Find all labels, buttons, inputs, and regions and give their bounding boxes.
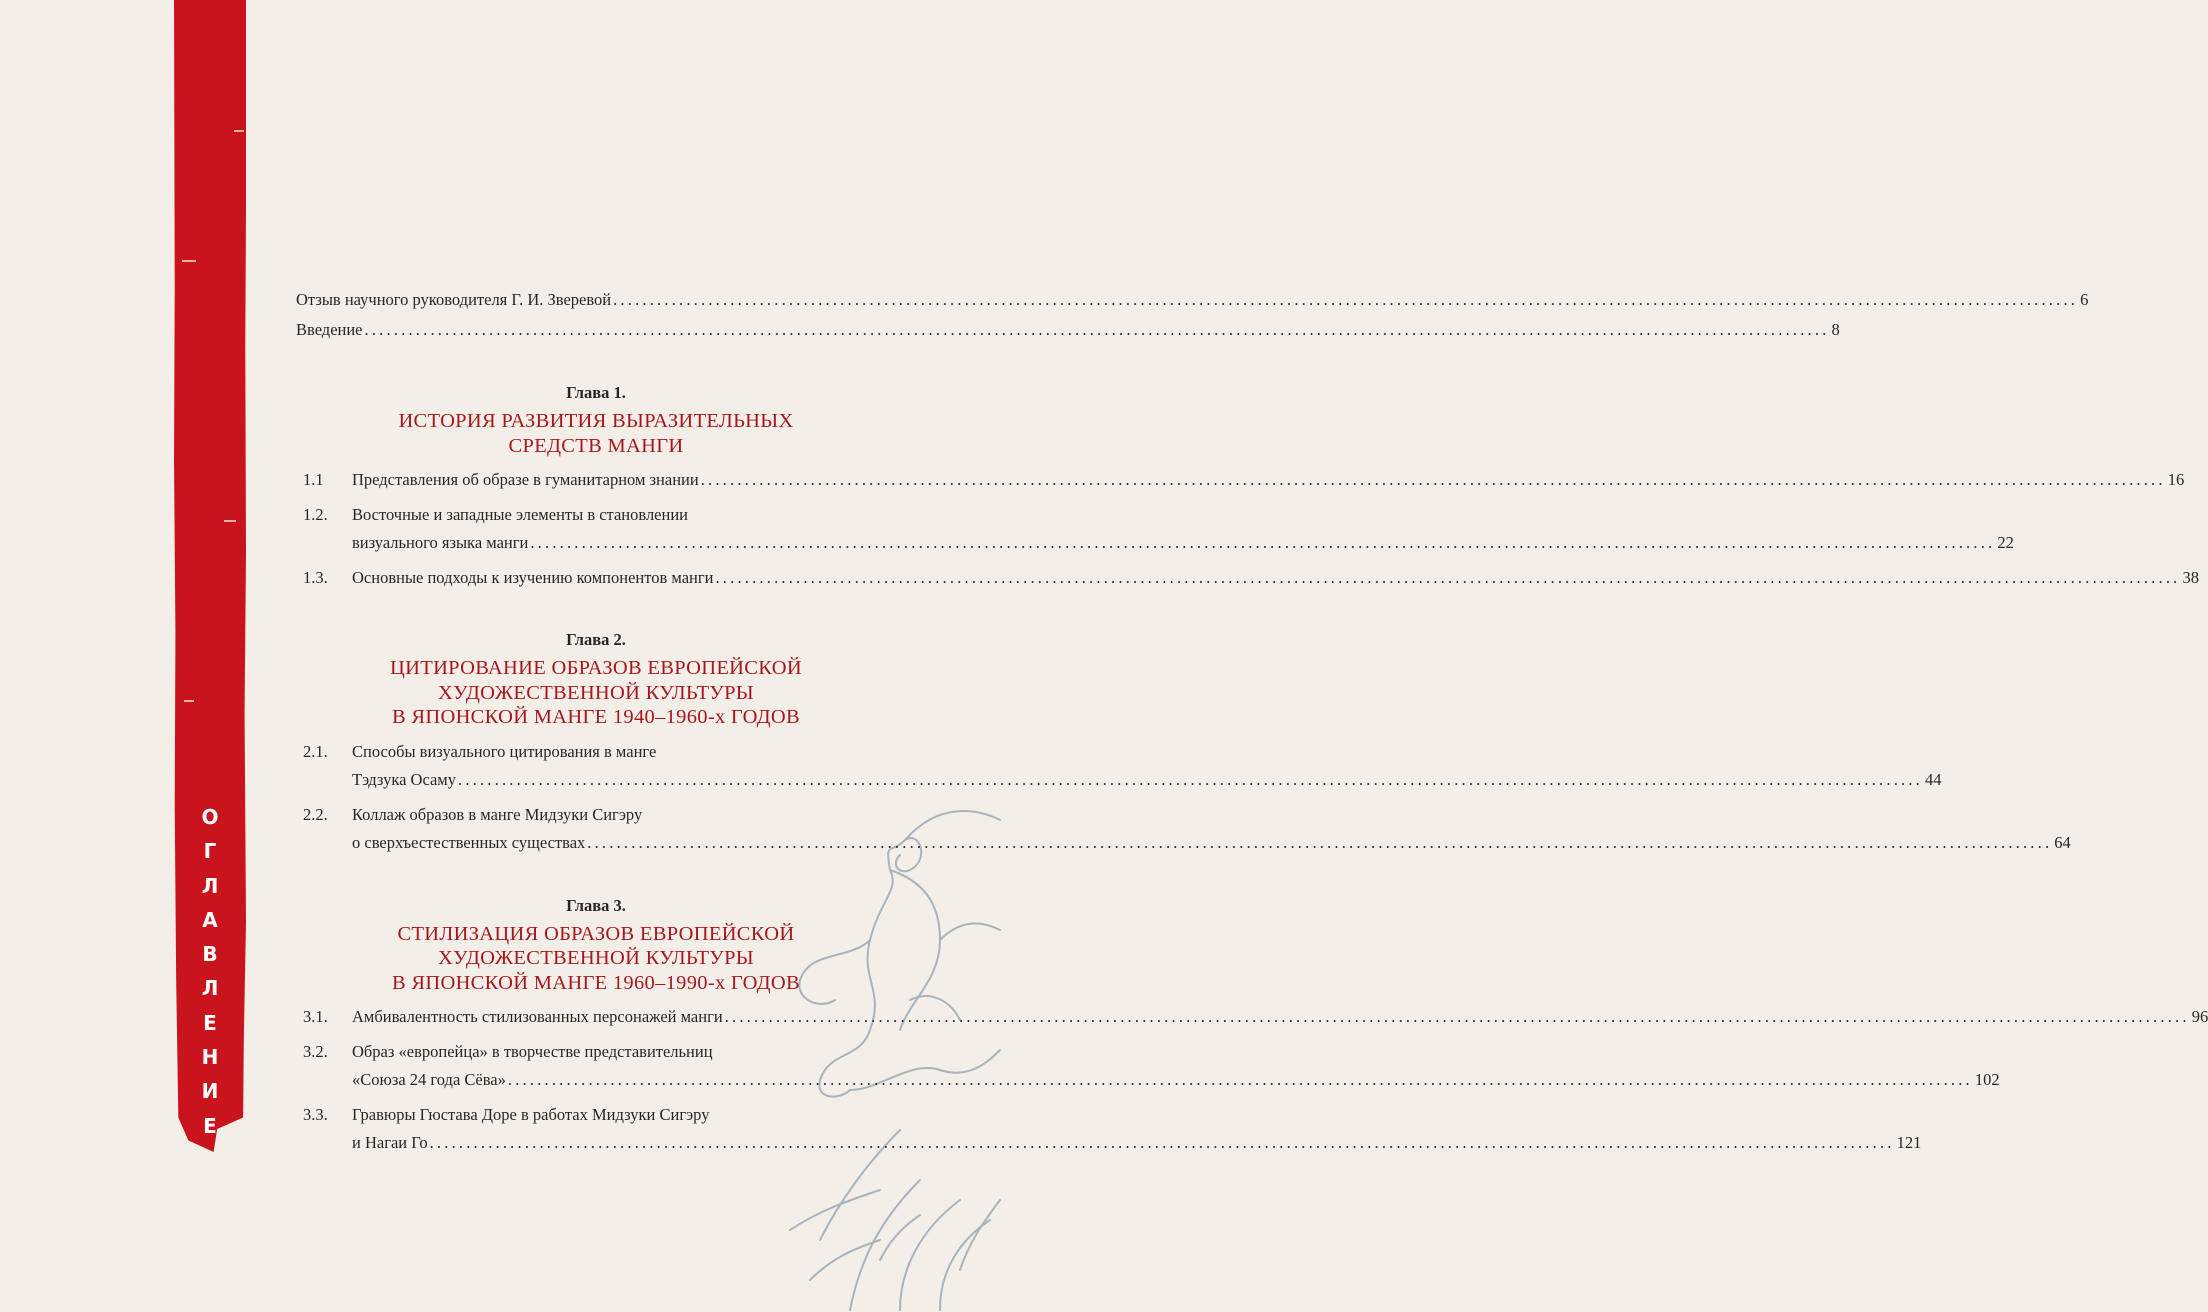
dot-leader: ........................................................................................................................................................................................................: [613, 290, 2079, 309]
chapter-label: Глава 3.: [566, 895, 626, 915]
section-title: о сверхъестественных существах: [352, 833, 586, 852]
chapter-title-line: ИСТОРИЯ РАЗВИТИЯ ВЫРАЗИТЕЛЬНЫХ: [398, 410, 794, 432]
section-page: 64: [2054, 833, 2071, 852]
chapter-heading: [296, 630, 896, 730]
section-title: «Союза 24 года Сёва»: [352, 1070, 506, 1089]
section-entry[interactable]: [296, 1038, 2000, 1095]
section-title: Представления об образе в гуманитарном знании: [352, 470, 699, 489]
table-of-contents: [296, 285, 2208, 1164]
section-number: 3.2.: [303, 1041, 328, 1061]
entry-title: Введение: [296, 320, 363, 339]
chapter-title-line: ХУДОЖЕСТВЕННОЙ КУЛЬТУРЫ: [438, 947, 754, 969]
dot-leader: ........................................................................................................................................................................................................: [724, 1007, 2190, 1026]
toc-entry[interactable]: [296, 285, 2089, 315]
dot-leader: ........................................................................................................................................................................................................: [715, 567, 2181, 587]
dot-leader: ........................................................................................................................................................................................................: [429, 1133, 1895, 1152]
vertical-title-letter: А: [202, 907, 218, 932]
vertical-title-letter: И: [201, 1079, 219, 1104]
dot-leader: ........................................................................................................................................................................................................: [530, 533, 1996, 552]
chapter-title[interactable]: [296, 922, 896, 996]
chapter-heading: [296, 383, 896, 458]
chapter-3: [296, 895, 2208, 1158]
section-entry[interactable]: [296, 801, 2071, 858]
chapter-title-line: В ЯПОНСКОЙ МАНГЕ 1960–1990-х ГОДОВ: [391, 971, 801, 994]
section-title-line: Образ «европейца» в творчестве представительниц: [352, 1041, 713, 1061]
section-entry[interactable]: [296, 501, 2014, 558]
section-page: 96: [2191, 1007, 2208, 1026]
section-page: 102: [1974, 1070, 2000, 1089]
chapter-title-line: В ЯПОНСКОЙ МАНГЕ 1940–1960-х ГОДОВ: [391, 706, 801, 728]
section-title-line: Гравюры Гюстава Доре в работах Мидзуки Сигэру: [352, 1104, 710, 1124]
chapter-label: Глава 2.: [566, 630, 626, 649]
section-number: 2.1.: [303, 741, 328, 761]
chapter-1: [296, 383, 2199, 592]
dot-leader: ........................................................................................................................................................................................................: [364, 320, 1830, 339]
vertical-title-letter: Л: [201, 976, 219, 1001]
chapter-title[interactable]: [296, 409, 896, 458]
chapter-label: Глава 1.: [566, 383, 626, 402]
section-number: 3.1.: [303, 1007, 328, 1026]
section-title: Основные подходы к изучению компонентов манги: [352, 567, 714, 587]
vertical-title-letter: Е: [203, 1113, 217, 1138]
vertical-title-letter: О: [201, 805, 219, 829]
section-number: 1.3.: [303, 567, 328, 587]
chapter-2: [296, 630, 2071, 858]
dot-leader: ........................................................................................................................................................................................................: [700, 470, 2166, 489]
section-entry[interactable]: [296, 564, 2199, 593]
section-title-line: Способы визуального цитирования в манге: [352, 741, 657, 761]
dot-leader: ........................................................................................................................................................................................................: [587, 833, 2053, 852]
intro-entries: [296, 285, 2089, 345]
vertical-title-letter: Г: [203, 839, 217, 864]
section-entry[interactable]: [296, 466, 2185, 495]
section-title: Амбивалентность стилизованных персонажей манги: [352, 1007, 723, 1026]
chapter-title-line: ЦИТИРОВАНИЕ ОБРАЗОВ ЕВРОПЕЙСКОЙ: [390, 657, 802, 679]
vertical-title-letter: В: [202, 942, 218, 967]
section-page: 16: [2167, 470, 2185, 489]
section-title-line: Коллаж образов в манге Мидзуки Сигэру: [352, 804, 643, 824]
section-list: [296, 1003, 2208, 1158]
chapter-title-line: ХУДОЖЕСТВЕННОЙ КУЛЬТУРЫ: [438, 681, 754, 704]
dot-leader: ........................................................................................................................................................................................................: [507, 1070, 1973, 1089]
chapter-title[interactable]: [296, 656, 896, 730]
section-title-line: Восточные и западные элементы в становлении: [352, 504, 688, 524]
section-title: Тэдзука Осаму: [352, 770, 456, 789]
section-page: 121: [1896, 1133, 1922, 1152]
dot-leader: ........................................................................................................................................................................................................: [458, 770, 1923, 789]
vertical-title: [198, 800, 222, 1143]
section-number: 1.1: [303, 470, 324, 489]
section-list: [296, 466, 2199, 592]
section-number: 1.2.: [303, 504, 328, 524]
section-entry[interactable]: [296, 1101, 1922, 1158]
section-page: 22: [1997, 533, 2014, 552]
section-list: [296, 738, 2071, 858]
vertical-title-letter: Е: [203, 1010, 217, 1035]
section-page: 38: [2182, 567, 2199, 587]
section-title: визуального языка манги: [352, 533, 529, 552]
section-entry[interactable]: [296, 1003, 2208, 1032]
entry-page: 6: [2080, 290, 2089, 309]
section-number: 3.3.: [303, 1104, 328, 1124]
section-number: 2.2.: [303, 804, 328, 824]
section-title: и Нагаи Го: [352, 1133, 428, 1152]
vertical-title-letter: Л: [201, 873, 219, 898]
chapter-heading: [296, 896, 896, 996]
entry-title: Отзыв научного руководителя Г. И. Зверевой: [296, 290, 612, 309]
toc-entry[interactable]: [296, 315, 1840, 345]
section-page: 44: [1925, 770, 1942, 789]
section-entry[interactable]: [296, 738, 1942, 795]
chapter-title-line: СТИЛИЗАЦИЯ ОБРАЗОВ ЕВРОПЕЙСКОЙ: [397, 922, 795, 945]
entry-page: 8: [1831, 320, 1840, 339]
chapter-title-line: СРЕДСТВ МАНГИ: [508, 434, 684, 457]
vertical-title-letter: Н: [201, 1045, 219, 1070]
